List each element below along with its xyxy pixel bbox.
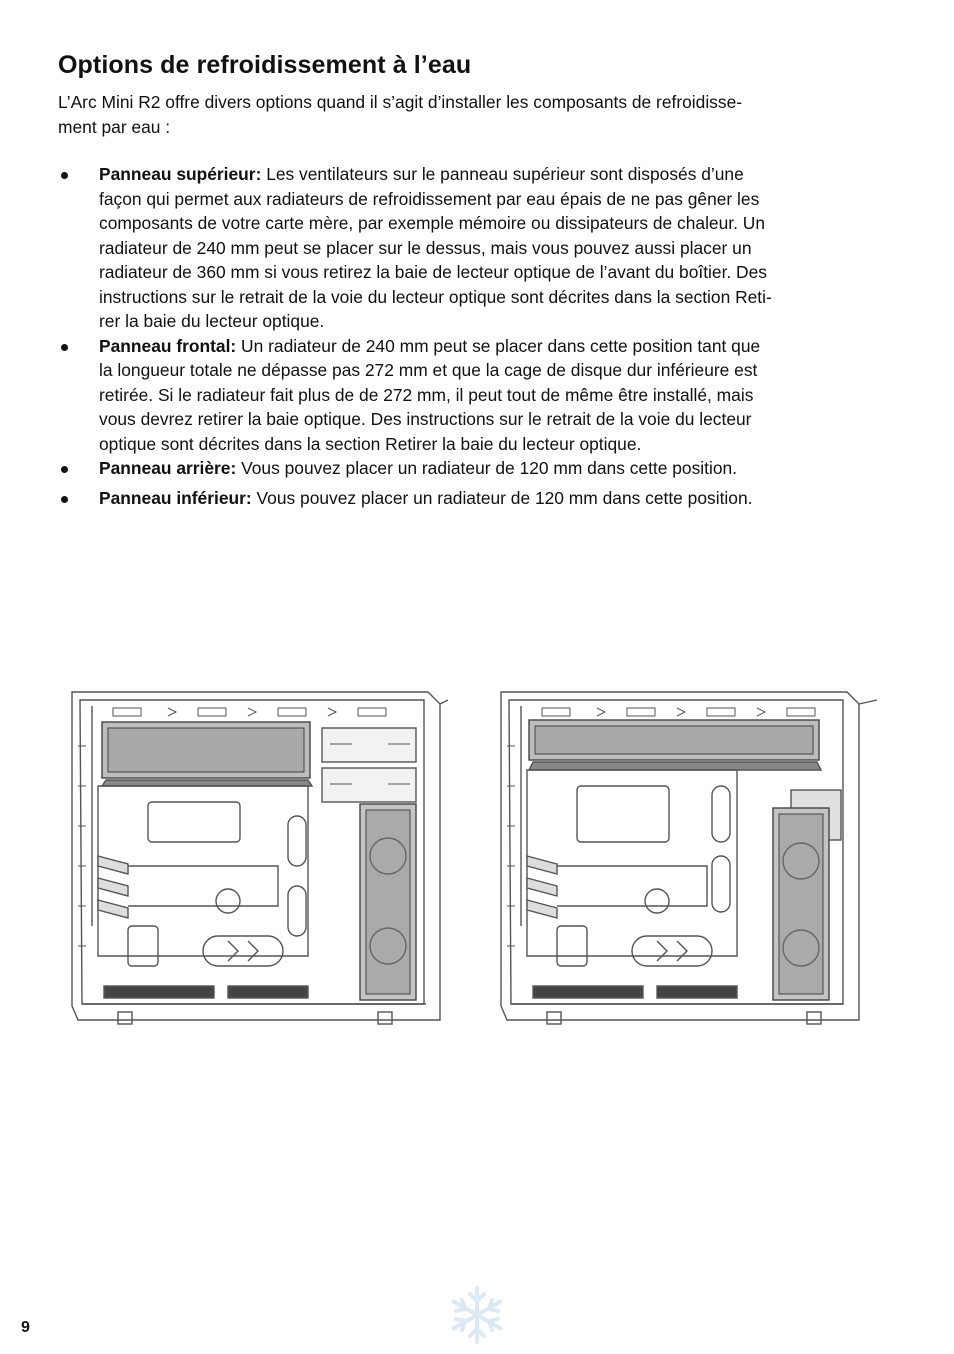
item-text: rer la baie du lecteur optique. bbox=[99, 311, 325, 331]
item-text: retirée. Si le radiateur fait plus de de 272 mm, il peut tout de même être installé, mais bbox=[99, 384, 754, 405]
item-text: Les ventilateurs sur le panneau supérieur sont disposés d’une bbox=[261, 164, 744, 184]
intro-line: ment par eau : bbox=[58, 116, 171, 137]
item-label: Panneau inférieur: bbox=[99, 487, 252, 508]
item-label: Panneau frontal: bbox=[99, 335, 237, 356]
item-text: radiateur de 360 mm si vous retirez la baie de lecteur optique de l’avant du boîtier. Des bbox=[99, 262, 767, 282]
item-text: radiateur de 240 mm peut se placer sur le dessus, mais vous pouvez aussi placer un bbox=[99, 237, 752, 258]
intro-line: L’Arc Mini R2 offre divers options quand il s’agit d’installer les composants de refroidisse- bbox=[58, 92, 743, 112]
bullet-icon bbox=[61, 344, 68, 351]
item-text: Vous pouvez placer un radiateur de 120 mm dans cette position. bbox=[251, 487, 753, 508]
item-text: Un radiateur de 240 mm peut se placer dans cette position tant que bbox=[236, 335, 761, 356]
item-text: optique sont décrites dans la section Retirer la baie du lecteur optique. bbox=[99, 433, 642, 454]
cooling-options-list bbox=[58, 162, 908, 510]
list-item-top-panel bbox=[58, 162, 908, 334]
page-number: 9 bbox=[21, 1319, 30, 1336]
item-text: Vous pouvez placer un radiateur de 120 mm dans cette position. bbox=[236, 458, 738, 478]
list-item-front-panel bbox=[58, 334, 908, 457]
page-title: Options de refroidissement à l’eau bbox=[58, 51, 472, 79]
bullet-icon bbox=[61, 466, 68, 473]
item-text: composants de votre carte mère, par exemple mémoire ou dissipateurs de chaleur. Un bbox=[99, 213, 765, 233]
intro-paragraph bbox=[58, 90, 888, 139]
item-label: Panneau supérieur: bbox=[99, 164, 262, 184]
bullet-icon bbox=[61, 496, 68, 503]
snowflake-icon bbox=[446, 1284, 508, 1351]
item-text: façon qui permet aux radiateurs de refroidissement par eau épais de ne pas gêner les bbox=[99, 188, 760, 209]
list-item-bottom-panel bbox=[58, 486, 908, 511]
item-text: instructions sur le retrait de la voie du lecteur optique sont décrites dans la section Reti- bbox=[99, 286, 772, 307]
bullet-icon bbox=[61, 172, 68, 179]
item-label: Panneau arrière: bbox=[99, 458, 237, 478]
case-illustration-240mm-top bbox=[68, 686, 448, 1028]
item-text: la longueur totale ne dépasse pas 272 mm et que la cage de disque dur inférieure est bbox=[99, 360, 758, 380]
item-text: vous devrez retirer la baie optique. Des instructions sur le retrait de la voie du lecteur bbox=[99, 409, 752, 429]
case-illustration-360mm-top bbox=[497, 686, 887, 1028]
list-item-rear-panel bbox=[58, 456, 908, 481]
